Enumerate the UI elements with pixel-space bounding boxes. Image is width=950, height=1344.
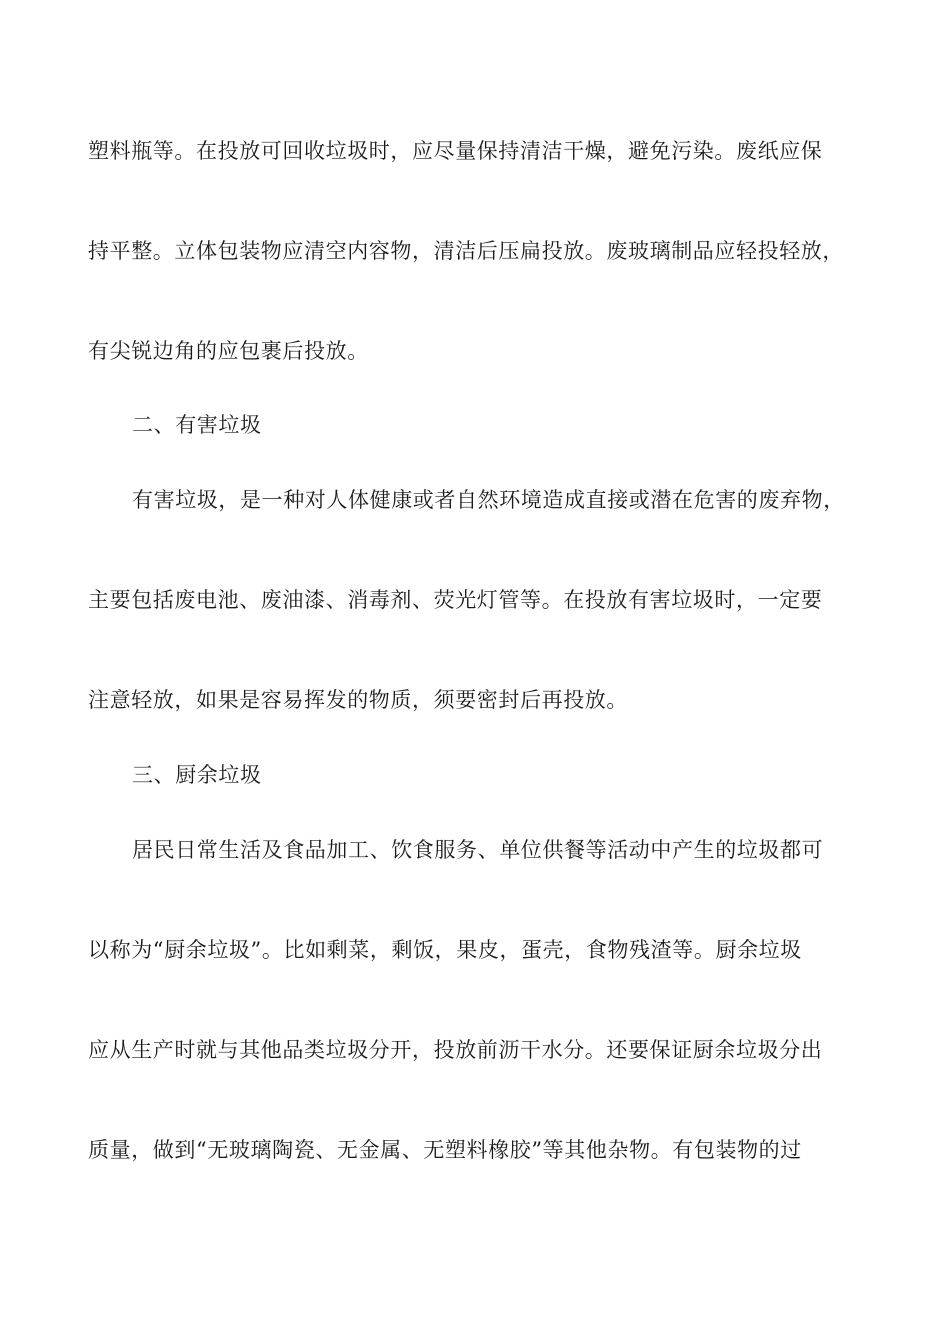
- paragraph-line: 注意轻放，如果是容易挥发的物质，须要密封后再投放。: [88, 688, 628, 712]
- paragraph-line: 主要包括废电池、废油漆、消毒剂、荧光灯管等。在投放有害垃圾时，一定要: [88, 588, 823, 612]
- paragraph-line: 质量，做到“无玻璃陶瓷、无金属、无塑料橡胶”等其他杂物。有包装物的过: [88, 1138, 802, 1162]
- paragraph-line: 持平整。立体包装物应清空内容物，清洁后压扁投放。废玻璃制品应轻投轻放，: [88, 239, 844, 263]
- section-heading: 三、厨余垃圾: [132, 763, 262, 787]
- paragraph-line: 有尖锐边角的应包裹后投放。: [88, 339, 369, 363]
- paragraph-line: 应从生产时就与其他品类垃圾分开，投放前沥干水分。还要保证厨余垃圾分出: [88, 1038, 823, 1062]
- paragraph-line: 塑料瓶等。在投放可回收垃圾时，应尽量保持清洁干燥，避免污染。废纸应保: [88, 139, 823, 163]
- section-heading: 二、有害垃圾: [132, 413, 262, 437]
- paragraph-line: 居民日常生活及食品加工、饮食服务、单位供餐等活动中产生的垃圾都可: [132, 838, 824, 862]
- paragraph-line: 有害垃圾，是一种对人体健康或者自然环境造成直接或潜在危害的废弃物，: [132, 488, 845, 512]
- paragraph-line: 以称为“厨余垃圾”。比如剩菜，剩饭，果皮，蛋壳，食物残渣等。厨余垃圾: [88, 938, 802, 962]
